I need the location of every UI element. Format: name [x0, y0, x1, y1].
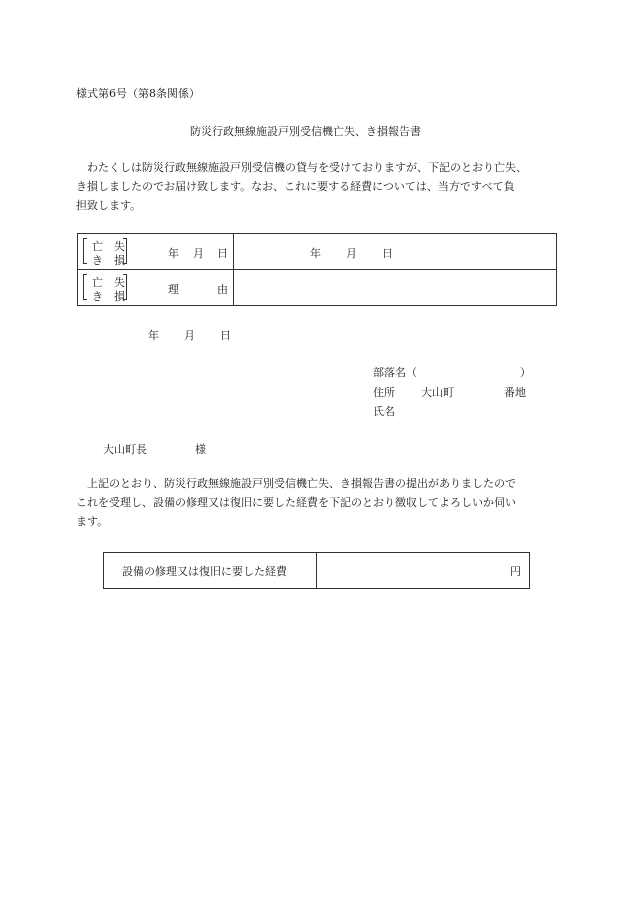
table-row — [104, 553, 530, 589]
approval-line: これを受理し、設備の修理又は復旧に要した経費を下記のとおり徴収してよろしいか伺い — [76, 496, 516, 509]
loss-damage-table — [77, 233, 557, 306]
addressee-office: 大山町長 — [103, 443, 147, 456]
loss-damage-bracket — [83, 237, 127, 265]
intro-line: 担致します。 — [76, 199, 142, 212]
intro-line: わたくしは防災行政無線施設戸別受信機の貸与を受けておりますが、下記のとおり亡失、 — [87, 161, 527, 174]
value-day: 日 — [382, 247, 393, 260]
date-value-cell[interactable] — [234, 234, 557, 270]
date-year: 年 — [148, 329, 159, 342]
loss-damage-bracket — [83, 273, 127, 301]
label-reason-2: 由 — [217, 283, 228, 296]
bracket-text-damage: き 損 — [92, 254, 125, 267]
bracket-text-damage: き 損 — [92, 290, 125, 303]
label-day: 日 — [217, 247, 228, 260]
cost-table — [103, 552, 530, 589]
yen-unit: 円 — [510, 564, 521, 578]
cost-label: 設備の修理又は復旧に要した経費 — [122, 564, 287, 578]
table-row — [78, 270, 557, 306]
label-month: 月 — [193, 247, 204, 260]
value-month: 月 — [346, 247, 357, 260]
bracket-text-loss: 亡 失 — [92, 276, 125, 289]
bracket-left — [83, 238, 87, 264]
form-number: 様式第6号（第8条関係） — [76, 87, 200, 100]
intro-line: き損しましたのでお届け致します。なお、これに要する経費については、当方ですべて負 — [76, 180, 515, 193]
approval-paragraph — [76, 474, 566, 531]
value-year: 年 — [310, 247, 321, 260]
table-row — [78, 234, 557, 270]
bracket-right — [123, 238, 127, 264]
document-title: 防災行政無線施設戸別受信機亡失、き損報告書 — [190, 125, 421, 138]
village-close: ） — [520, 366, 531, 379]
label-reason-1: 理 — [168, 283, 179, 296]
address-label: 住所 — [373, 386, 395, 399]
village-label: 部落名（ — [373, 366, 417, 379]
bracket-right — [123, 274, 127, 300]
address-banchi: 番地 — [504, 386, 526, 399]
date-month: 月 — [184, 329, 195, 342]
reason-value-cell[interactable] — [234, 270, 557, 306]
bracket-text-loss: 亡 失 — [92, 240, 125, 253]
approval-line: 上記のとおり、防災行政無線施設戸別受信機亡失、き損報告書の提出がありましたので — [87, 477, 516, 490]
intro-paragraph — [76, 158, 566, 215]
approval-line: ます。 — [76, 515, 109, 528]
bracket-left — [83, 274, 87, 300]
date-label-cell — [78, 234, 234, 270]
reason-label-cell — [78, 270, 234, 306]
label-year: 年 — [168, 247, 179, 260]
addressee-honorific: 様 — [195, 443, 206, 456]
cost-label-cell — [104, 553, 317, 589]
name-label: 氏名 — [373, 405, 395, 418]
cost-value-cell[interactable] — [317, 553, 530, 589]
date-day: 日 — [220, 329, 231, 342]
address-town: 大山町 — [421, 386, 454, 399]
